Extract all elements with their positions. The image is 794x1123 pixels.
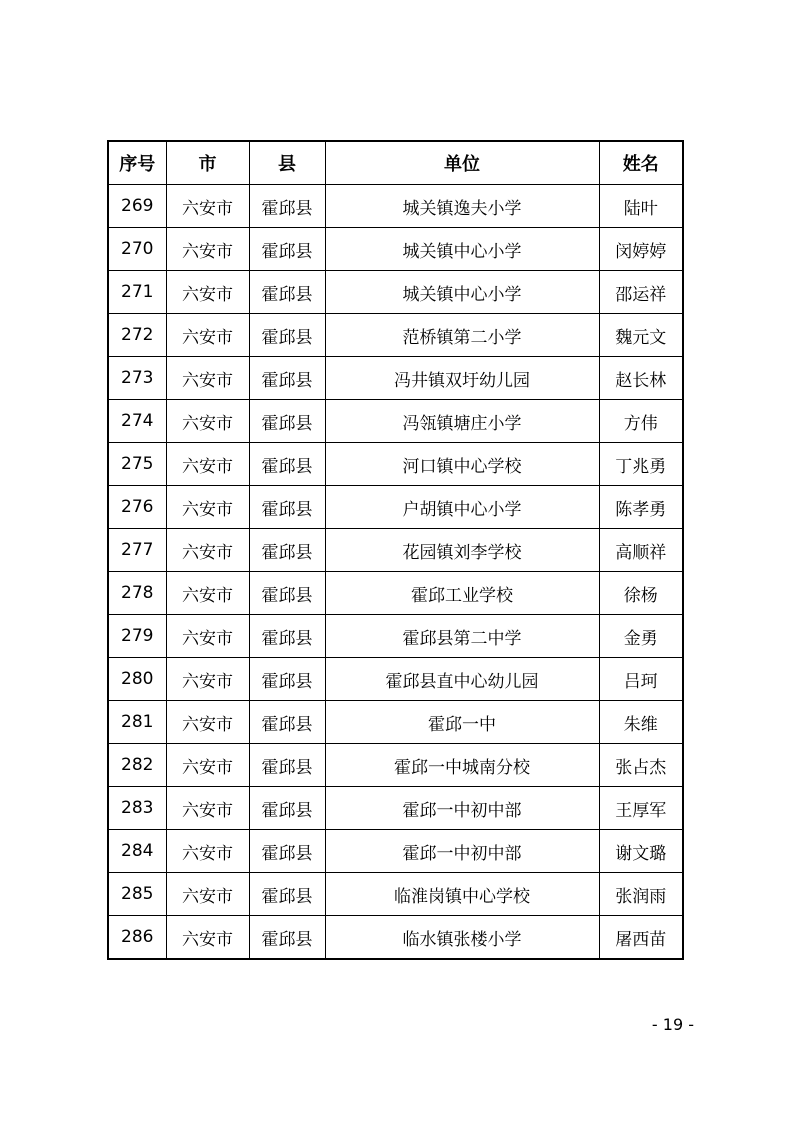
cell-index: 274 (108, 400, 166, 443)
cell-unit: 河口镇中心学校 (325, 443, 599, 486)
table-row (108, 271, 683, 314)
cell-city: 六安市 (166, 615, 249, 658)
cell-unit: 霍邱一中初中部 (325, 787, 599, 830)
cell-name: 王厚军 (599, 787, 683, 830)
cell-unit: 临淮岗镇中心学校 (325, 873, 599, 916)
table-row (108, 443, 683, 486)
cell-name: 赵长林 (599, 357, 683, 400)
cell-name: 魏元文 (599, 314, 683, 357)
table-row (108, 701, 683, 744)
cell-index: 275 (108, 443, 166, 486)
table-row (108, 572, 683, 615)
cell-name: 屠西苗 (599, 916, 683, 960)
cell-unit: 城关镇逸夫小学 (325, 185, 599, 228)
table-row (108, 314, 683, 357)
cell-index: 279 (108, 615, 166, 658)
cell-name: 高顺祥 (599, 529, 683, 572)
cell-index: 280 (108, 658, 166, 701)
cell-county: 霍邱县 (249, 357, 325, 400)
cell-city: 六安市 (166, 873, 249, 916)
cell-county: 霍邱县 (249, 873, 325, 916)
cell-county: 霍邱县 (249, 185, 325, 228)
cell-city: 六安市 (166, 830, 249, 873)
cell-city: 六安市 (166, 744, 249, 787)
table-row (108, 185, 683, 228)
cell-name: 徐杨 (599, 572, 683, 615)
roster-table (107, 140, 684, 960)
cell-unit: 霍邱一中初中部 (325, 830, 599, 873)
cell-name: 邵运祥 (599, 271, 683, 314)
header-row (108, 141, 683, 185)
cell-city: 六安市 (166, 185, 249, 228)
cell-city: 六安市 (166, 701, 249, 744)
cell-index: 284 (108, 830, 166, 873)
cell-county: 霍邱县 (249, 228, 325, 271)
cell-unit: 霍邱县第二中学 (325, 615, 599, 658)
cell-city: 六安市 (166, 443, 249, 486)
table-row (108, 744, 683, 787)
cell-county: 霍邱县 (249, 400, 325, 443)
cell-city: 六安市 (166, 486, 249, 529)
cell-name: 吕珂 (599, 658, 683, 701)
cell-index: 277 (108, 529, 166, 572)
cell-name: 金勇 (599, 615, 683, 658)
cell-name: 闵婷婷 (599, 228, 683, 271)
cell-county: 霍邱县 (249, 271, 325, 314)
cell-unit: 霍邱工业学校 (325, 572, 599, 615)
table-row (108, 486, 683, 529)
cell-unit: 冯井镇双圩幼儿园 (325, 357, 599, 400)
cell-name: 朱维 (599, 701, 683, 744)
cell-index: 285 (108, 873, 166, 916)
table-row (108, 400, 683, 443)
cell-unit: 霍邱一中 (325, 701, 599, 744)
table-row (108, 873, 683, 916)
cell-county: 霍邱县 (249, 615, 325, 658)
table-row (108, 529, 683, 572)
cell-city: 六安市 (166, 529, 249, 572)
cell-unit: 冯瓴镇塘庄小学 (325, 400, 599, 443)
cell-city: 六安市 (166, 228, 249, 271)
cell-index: 282 (108, 744, 166, 787)
cell-city: 六安市 (166, 916, 249, 960)
cell-index: 283 (108, 787, 166, 830)
cell-unit: 户胡镇中心小学 (325, 486, 599, 529)
cell-city: 六安市 (166, 314, 249, 357)
cell-index: 273 (108, 357, 166, 400)
cell-index: 276 (108, 486, 166, 529)
cell-county: 霍邱县 (249, 701, 325, 744)
header-cell-name: 姓名 (599, 141, 683, 185)
cell-county: 霍邱县 (249, 744, 325, 787)
header-cell-city: 市 (166, 141, 249, 185)
cell-county: 霍邱县 (249, 443, 325, 486)
cell-county: 霍邱县 (249, 830, 325, 873)
cell-county: 霍邱县 (249, 529, 325, 572)
cell-city: 六安市 (166, 271, 249, 314)
cell-index: 269 (108, 185, 166, 228)
cell-county: 霍邱县 (249, 314, 325, 357)
cell-city: 六安市 (166, 658, 249, 701)
page-number: - 19 - (651, 1015, 694, 1034)
cell-name: 陆叶 (599, 185, 683, 228)
table-row (108, 916, 683, 960)
cell-city: 六安市 (166, 572, 249, 615)
cell-index: 286 (108, 916, 166, 960)
cell-unit: 霍邱县直中心幼儿园 (325, 658, 599, 701)
table-row (108, 787, 683, 830)
table-body (108, 185, 683, 960)
cell-unit: 花园镇刘李学校 (325, 529, 599, 572)
cell-index: 271 (108, 271, 166, 314)
table-row (108, 658, 683, 701)
cell-unit: 城关镇中心小学 (325, 228, 599, 271)
cell-name: 方伟 (599, 400, 683, 443)
cell-name: 陈孝勇 (599, 486, 683, 529)
cell-name: 张润雨 (599, 873, 683, 916)
header-cell-index: 序号 (108, 141, 166, 185)
header-cell-unit: 单位 (325, 141, 599, 185)
cell-unit: 霍邱一中城南分校 (325, 744, 599, 787)
cell-county: 霍邱县 (249, 658, 325, 701)
cell-index: 270 (108, 228, 166, 271)
cell-county: 霍邱县 (249, 787, 325, 830)
cell-county: 霍邱县 (249, 572, 325, 615)
cell-city: 六安市 (166, 787, 249, 830)
cell-name: 丁兆勇 (599, 443, 683, 486)
cell-name: 张占杰 (599, 744, 683, 787)
cell-city: 六安市 (166, 357, 249, 400)
cell-unit: 范桥镇第二小学 (325, 314, 599, 357)
table-row (108, 615, 683, 658)
cell-city: 六安市 (166, 400, 249, 443)
table-row (108, 830, 683, 873)
cell-county: 霍邱县 (249, 486, 325, 529)
cell-unit: 城关镇中心小学 (325, 271, 599, 314)
cell-index: 281 (108, 701, 166, 744)
cell-index: 278 (108, 572, 166, 615)
cell-unit: 临水镇张楼小学 (325, 916, 599, 960)
table-row (108, 357, 683, 400)
cell-county: 霍邱县 (249, 916, 325, 960)
table-row (108, 228, 683, 271)
cell-name: 谢文璐 (599, 830, 683, 873)
cell-index: 272 (108, 314, 166, 357)
header-cell-county: 县 (249, 141, 325, 185)
